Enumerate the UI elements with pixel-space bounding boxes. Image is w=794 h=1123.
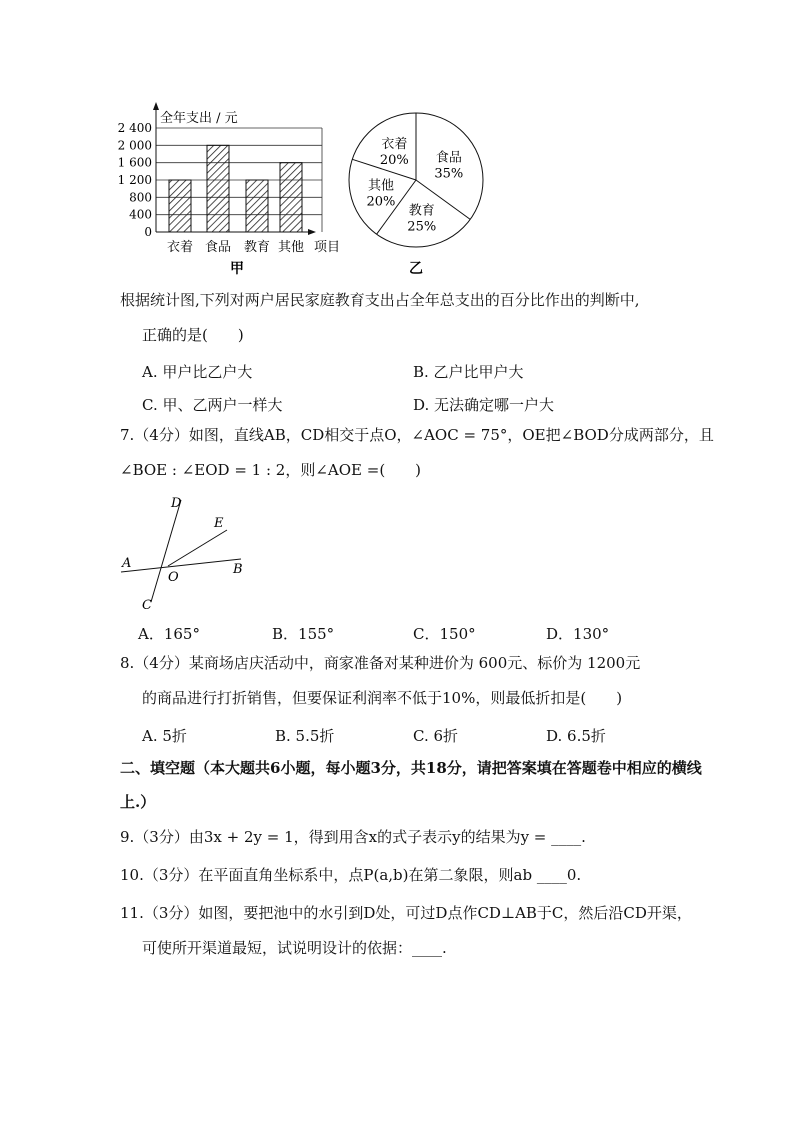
y-tick-label: 1 600 (117, 155, 152, 170)
q8-stem-line1: 8.（4分）某商场店庆活动中，商家准备对某种进价为 600元、标价为 1200元 (120, 654, 641, 672)
q6-option-a: A. 甲户比乙户大 (142, 363, 253, 381)
pie-slice-value: 35% (434, 166, 464, 182)
x-tick-label: 其他 (277, 240, 305, 255)
q6-stem-line2: 正确的是( ) (142, 326, 244, 344)
pie-slice-label: 教育 (408, 203, 435, 219)
q7-figure (115, 490, 265, 615)
bar (169, 180, 191, 232)
pie-slice-label: 其他 (367, 178, 394, 194)
label-e: E (214, 516, 224, 531)
q7-stem-line2: ∠BOE : ∠EOD = 1 : 2，则∠AOE =( ) (120, 461, 422, 479)
pie-slice-label: 衣着 (381, 137, 408, 153)
x-tick-label: 食品 (204, 240, 232, 255)
q8-option-a: A. 5折 (142, 727, 187, 745)
bar (246, 180, 268, 232)
x-axis-arrow (308, 229, 316, 235)
q6-stem-line1: 根据统计图,下列对两户居民家庭教育支出占全年总支出的百分比作出的判断中, (120, 291, 640, 309)
pie-chart (340, 96, 500, 280)
label-c: C (142, 598, 152, 613)
q6-option-b: B. 乙户比甲户大 (413, 363, 524, 381)
line-ab (121, 559, 241, 572)
y-tick-labels (118, 121, 152, 239)
y-tick-label: 0 (144, 225, 152, 239)
q8-option-b: B. 5.5折 (275, 727, 335, 745)
pie-slice-value: 20% (379, 153, 409, 169)
ray-oe (168, 530, 227, 566)
label-b: B (233, 562, 243, 577)
x-axis-end-label: 项目 (314, 240, 341, 255)
label-a: A (122, 556, 132, 571)
q6-option-d: D. 无法确定哪一户大 (413, 396, 555, 414)
q10-stem: 10.（3分）在平面直角坐标系中，点P(a,b)在第二象限，则ab ____0. (120, 866, 582, 884)
q7-option-b: B．155° (272, 625, 335, 643)
y-tick-label: 800 (129, 190, 152, 205)
q7-option-a: A．165° (138, 625, 200, 643)
q8-stem-line2: 的商品进行打折销售，但要保证利润率不低于10%，则最低折扣是( ) (142, 689, 623, 707)
pie-slice-labels (367, 137, 464, 234)
q9-stem: 9.（3分）由3x + 2y = 1，得到用含x的式子表示y的结果为y = ____. (120, 828, 586, 846)
bar-series (169, 145, 302, 232)
bar-chart (110, 100, 350, 280)
y-tick-label: 1 200 (117, 173, 152, 187)
bar-chart-caption: 甲 (230, 261, 244, 277)
x-tick-label: 教育 (243, 240, 271, 255)
bar (207, 145, 229, 232)
q7-stem-line1: 7.（4分）如图，直线AB，CD相交于点O，∠AOC = 75°，OE把∠BOD分成两部分，且 (120, 426, 714, 444)
y-tick-label: 400 (129, 207, 152, 222)
y-tick-label: 2 400 (117, 121, 152, 135)
x-tick-labels (167, 239, 304, 255)
y-axis-title: 全年支出 / 元 (160, 111, 238, 126)
bar (280, 163, 302, 232)
section2-heading-line1: 二、填空题（本大题共6小题，每小题3分，共18分，请把答案填在答题卷中相应的横线 (120, 759, 702, 777)
section2-heading-line2: 上.） (120, 793, 156, 811)
q7-option-c: C．150° (413, 625, 476, 643)
label-o: O (168, 570, 179, 585)
q11-stem-line2: 可使所开渠道最短，试说明设计的依据：____. (142, 939, 447, 957)
line-cd (151, 500, 181, 602)
label-d: D (171, 496, 182, 511)
q8-option-d: D. 6.5折 (546, 727, 606, 745)
q11-stem-line1: 11.（3分）如图，要把池中的水引到D处，可过D点作CD⊥AB于C，然后沿CD开渠， (120, 904, 692, 922)
q6-option-c: C. 甲、乙两户一样大 (142, 396, 283, 414)
pie-chart-caption: 乙 (409, 261, 423, 277)
y-axis-arrow (153, 102, 159, 110)
pie-slice-value: 25% (407, 219, 437, 235)
q7-option-d: D．130° (546, 625, 610, 643)
y-tick-label: 2 000 (117, 138, 152, 153)
q8-option-c: C. 6折 (413, 727, 459, 745)
pie-slice-value: 20% (366, 194, 396, 210)
x-tick-label: 衣着 (166, 240, 194, 255)
pie-slice-label: 食品 (435, 150, 462, 166)
